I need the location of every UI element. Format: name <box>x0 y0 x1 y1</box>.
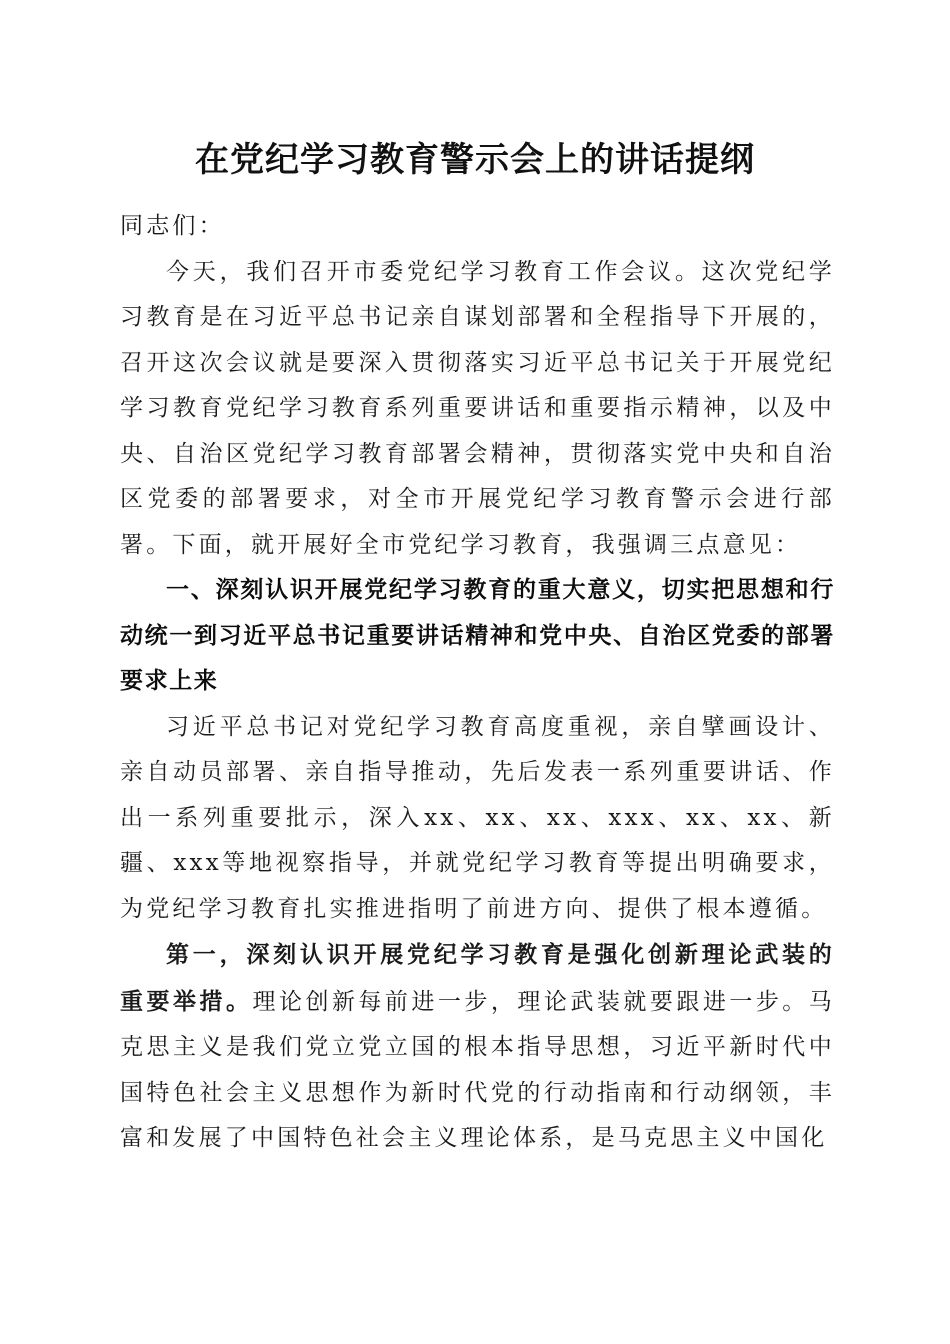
document-title: 在党纪学习教育警示会上的讲话提纲 <box>195 140 755 180</box>
point-1-paragraph <box>120 932 835 1162</box>
section-1-heading: 一、深刻认识开展党纪学习教育的重大意义，切实把思想和行动统一到习近平总书记重要讲话精神和党中央、自治区党委的部署要求上来 <box>120 577 835 694</box>
salutation: 同志们： <box>120 213 225 239</box>
intro-paragraph: 今天，我们召开市委党纪学习教育工作会议。这次党纪学习教育是在习近平总书记亲自谋划部署和全程指导下开展的，召开这次会议就是要深入贯彻落实习近平总书记关于开展党纪学习教育党纪学习教育系列重要讲话和重要指示精神，以及中央、自治区党纪学习教育部署会精神，贯彻落实党中央和自治区党委的部署要求，对全市开展党纪学习教育警示会进行部署。下面，就开展好全市党纪学习教育，我强调三点意见： <box>120 258 835 558</box>
point-1-text: 理论创新每前进一步，理论武装就要跟进一步。马克思主义是我们党立党立国的根本指导思想，习近平新时代中国特色社会主义思想作为新时代党的行动指南和行动纲领，丰富和发展了中国特色社会主义理论体系，是马克思主义中国化 <box>120 988 836 1151</box>
section-1-paragraph: 习近平总书记对党纪学习教育高度重视，亲自擘画设计、亲自动员部署、亲自指导推动，先后发表一系列重要讲话、作出一系列重要批示，深入xx、xx、xx、xxx、xx、xx、新疆、xxx等地视察指导，并就党纪学习教育等提出明确要求，为党纪学习教育扎实推进指明了前进方向、提供了根本遵循。 <box>120 713 835 922</box>
point-1-lead: 第一，深刻认识开展党纪学习教育是强化创新理论武装的重要举措。 <box>120 941 835 1015</box>
document-body <box>120 204 835 1162</box>
